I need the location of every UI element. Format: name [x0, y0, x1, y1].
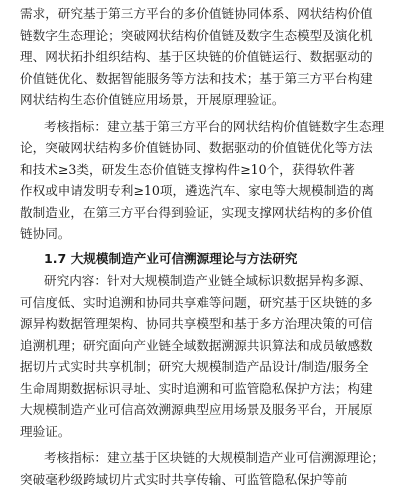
text-line: 追溯机理；研究面向产业链全域数据溯源共识算法和成员敏感数 [20, 335, 390, 357]
text-line: 和技术≥3类，研发生态价值链支撑构件≥10个，获得软件著 [20, 159, 390, 181]
text-line: 源异构数据管理架构、协同共享模型和基于多方治理决策的可信 [20, 313, 390, 335]
paragraph-assessment-indicators [20, 116, 390, 245]
paragraph-assessment-indicators-2 [20, 447, 390, 490]
text-line: 生命周期数据标识寻址、实时追溯和可监管隐私保护方法；构建 [20, 378, 390, 400]
text-line: 散制造业，在第三方平台得到验证，实现支撑网状结构的多价值 [20, 202, 390, 224]
text-line: 链协同。 [20, 223, 390, 245]
text-line: 大规模制造产业可信高效溯源典型应用场景及服务平台，开展原 [20, 399, 390, 421]
text-line: 链数字生态理论；突破网状结构价值链及数字生态模型及演化机 [20, 25, 390, 47]
text-line: 需求，研究基于第三方平台的多价值链协同体系、网状结构价值 [20, 3, 390, 25]
paragraph-research-content-continued [20, 3, 390, 111]
text-line: 理、网状拓扑组织结构、基于区块链的价值链运行、数据驱动的 [20, 46, 390, 68]
text-line: 考核指标：建立基于第三方平台的网状结构价值链数字生态理 [20, 116, 390, 138]
text-line: 价值链优化、数据智能服务等方法和技术；基于第三方平台构建 [20, 68, 390, 90]
text-line: 考核指标：建立基于区块链的大规模制造产业可信溯源理论； [20, 447, 390, 469]
paragraph-research-content [20, 270, 390, 442]
text-line: 研究内容：针对大规模制造产业链全域标识数据异构多源、 [20, 270, 390, 292]
text-line: 据切片式实时共享机制；研究大规模制造产品设计/制造/服务全 [20, 356, 390, 378]
section-heading: 1.7 大规模制造产业可信溯源理论与方法研究 [20, 248, 390, 270]
text-line: 可信度低、实时追溯和协同共享难等问题，研究基于区块链的多 [20, 292, 390, 314]
text-line: 论，突破网状结构多价值链协同、数据驱动的价值链优化等方法 [20, 137, 390, 159]
text-line: 理验证。 [20, 421, 390, 443]
text-line: 作权或申请发明专利≥10项，遴选汽车、家电等大规模制造的离 [20, 180, 390, 202]
text-line: 突破毫秒级跨域切片式实时共享传输、可监管隐私保护等前 [20, 469, 390, 490]
text-line: 网状结构生态价值链应用场景，开展原理验证。 [20, 89, 390, 111]
